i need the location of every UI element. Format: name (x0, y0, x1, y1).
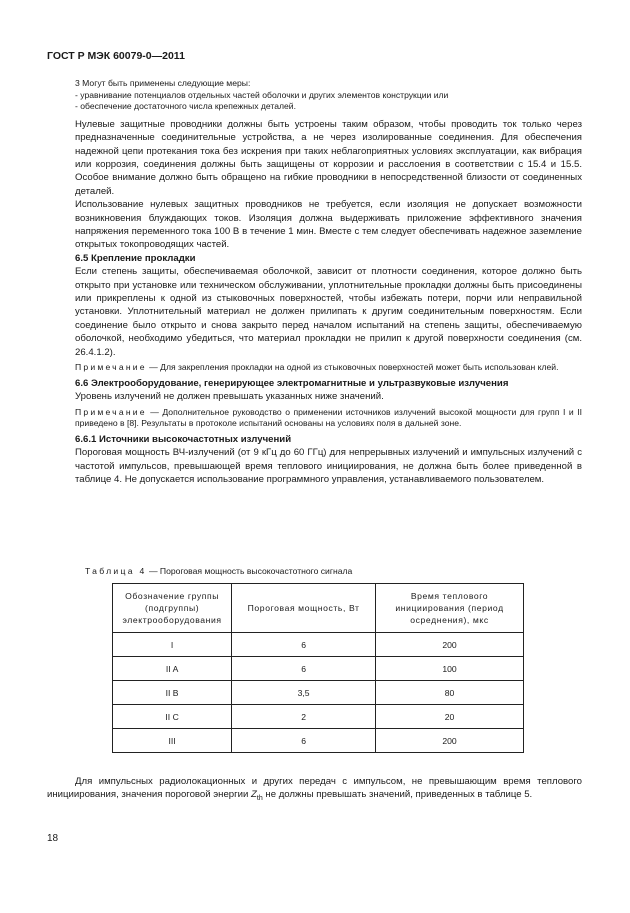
column-header-group: Обозначение группы (подгруппы) электрооборудования (113, 584, 232, 633)
cell-group: I (113, 633, 232, 657)
cell-time: 100 (376, 657, 524, 681)
cell-power: 6 (232, 657, 376, 681)
table-row (113, 633, 524, 657)
paragraph: Уровень излучений не должен превышать указанных ниже значений. (75, 391, 384, 403)
note (75, 407, 582, 430)
cell-group: II A (113, 657, 232, 681)
table-row (113, 705, 524, 729)
table-caption-text: — Пороговая мощность высокочастотного сигнала (146, 566, 353, 576)
cell-time: 200 (376, 633, 524, 657)
paragraph: Нулевые защитные проводники должны быть устроены таким образом, чтобы проводить ток только через предназначенные соединительные устройства, а не через изолированные соединения. Для обеспечения надежной цепи протекания тока без искрения при таких неблагоприятных условиях эксплуатации, как вибрация или коррозия, соединения должны быть защищены от коррозии и расслоения в соответствии с 15.4 и 15.5. Особое внимание должно быть обращено на гибкие проводники в непосредственной близости от соединенных деталей. (75, 118, 582, 197)
closing-paragraph (47, 775, 582, 806)
section-title: 6.6.1 Источники высокочастотных излучений (75, 433, 292, 445)
cell-time: 200 (376, 729, 524, 753)
cell-power: 6 (232, 633, 376, 657)
cell-power: 3,5 (232, 681, 376, 705)
cell-group: II B (113, 681, 232, 705)
energy-subscript: th (256, 795, 263, 803)
cell-group: II C (113, 705, 232, 729)
note-text: — Дополнительное руководство о применении источников излучений высокой мощности для групп I и II приведено в [8]. Результаты в протоколе испытаний основаны на условиях поля в дальней зоне. (75, 406, 582, 429)
remark-line: - уравнивание потенциалов отдельных частей оболочки и других элементов конструкции или (75, 89, 449, 100)
standard-header: ГОСТ Р МЭК 60079-0—2011 (47, 50, 185, 62)
cell-time: 20 (376, 705, 524, 729)
table-row (113, 729, 524, 753)
remark-3 (75, 78, 582, 113)
cell-power: 2 (232, 705, 376, 729)
threshold-power-table (112, 583, 524, 753)
paragraph: Если степень защиты, обеспечиваемая оболочкой, зависит от плотности соединения, которое должно быть открыто при установке или техническом обслуживании, уплотнительные прокладки должны быть присоединены или прикреплены к одной из стыковочных поверхностей, чтобы избежать потери, порчи или неправильной установки. Уплотнительный материал не должен прилипать к другим соединительным поверхностям. Если соединение было открыто и снова закрыто перед началом испытаний на степень защиты, обеспечиваемую оболочкой, необходимо убедиться, что материал прокладки не прилип к другой поверхности соединения (см. 26.4.1.2). (75, 266, 582, 358)
closing-text-b: не должны превышать значений, приведенных в таблице 5. (262, 789, 533, 801)
table-row (113, 681, 524, 705)
table-caption (85, 566, 352, 576)
paragraph: Использование нулевых защитных проводников не требуется, если изоляция не допускает возможности возникновения блуждающих токов. Изоляция должна выдерживать приложение эффективного значения напряжения переменного тока 100 В в течение 1 мин. Вместе с тем следует обеспечивать надежное заземление открытых токопроводящих частей. (75, 199, 582, 251)
page-number: 18 (47, 833, 59, 844)
cell-time: 80 (376, 681, 524, 705)
note-label: Примечание (75, 406, 147, 417)
cell-power: 6 (232, 729, 376, 753)
note (75, 362, 582, 374)
note-label: Примечание (75, 362, 147, 373)
table-header-row (113, 584, 524, 633)
main-content (75, 78, 582, 486)
column-header-time: Время теплового инициирования (период осреднения), мкс (376, 584, 524, 633)
table-row (113, 657, 524, 681)
section-title: 6.5 Крепление прокладки (75, 252, 196, 264)
closing-text-a: Для импульсных радиолокационных и других передач с импульсом, не превышающим время теплового инициирования, значения пороговой энергии (47, 776, 582, 801)
paragraph: Пороговая мощность ВЧ-излучений (от 9 кГц до 60 ГГц) для непрерывных излучений и импульсных излучений с частотой импульсов, превышающей время теплового инициирования, не должна быть более приведенной в таблице 4. Не допускается использование программного управления, устанавливаемого пользователем. (75, 447, 582, 485)
section-title: 6.6 Электрооборудование, генерирующее электромагнитные и ультразвуковые излучения (75, 377, 509, 389)
cell-group: III (113, 729, 232, 753)
table-caption-label: Таблица 4 (85, 566, 147, 576)
energy-symbol: Z (251, 789, 257, 801)
note-text: — Для закрепления прокладки на одной из стыковочных поверхностей может быть использован клей. (146, 362, 559, 373)
remark-line: 3 Могут быть применены следующие меры: (75, 78, 251, 88)
column-header-power: Пороговая мощность, Вт (232, 584, 376, 633)
remark-line: - обеспечение достаточного числа крепежных деталей. (75, 101, 296, 112)
